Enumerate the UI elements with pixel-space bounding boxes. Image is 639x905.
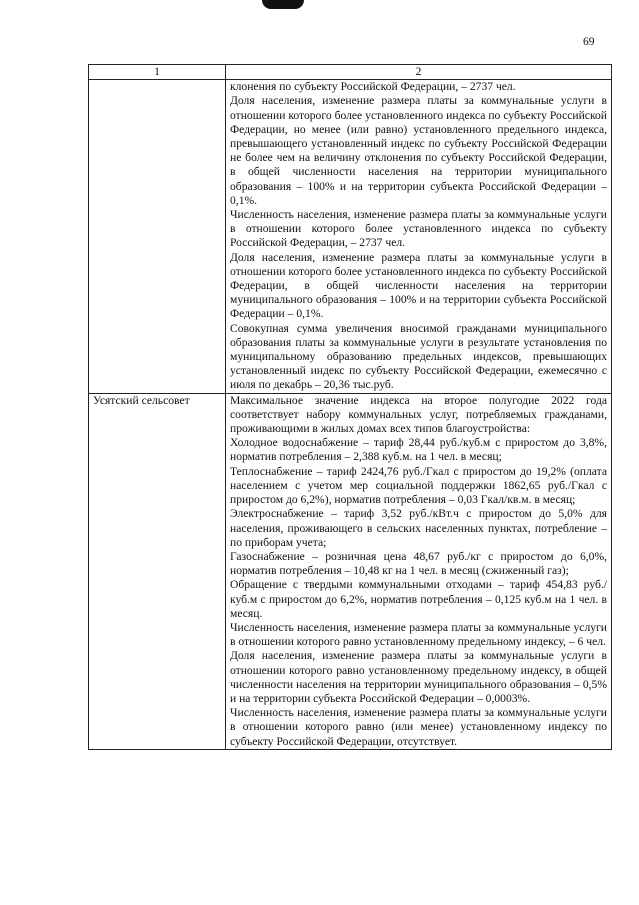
paragraph: Холодное водоснабжение – тариф 28,44 руб./куб.м с приростом до 3,8%, норматив потребления – 2,388 куб.м. на 1 чел. в месяц; <box>230 436 607 464</box>
municipality-cell: Усятский сельсовет <box>89 393 226 749</box>
municipality-cell <box>89 80 226 393</box>
paragraph: Численность населения, изменение размера платы за коммунальные услуги в отношении которого более установленного индекса по субъекту Российской Федерации, – 2737 чел. <box>230 208 607 250</box>
paragraph: Газоснабжение – розничная цена 48,67 руб./кг с приростом до 6,0%, норматив потребления – 10,48 кг на 1 чел. в месяц (сжиженный газ); <box>230 549 607 578</box>
paragraph: Доля населения, изменение размера платы за коммунальные услуги в отношении которого более установленного индекса по субъекту Российской Федерации, в общей численности населения на территории муниципального образования – 100% и на территории субъекта Российской Федерации – 0,1%. <box>230 250 607 321</box>
column-header-2: 2 <box>226 65 612 80</box>
document-table <box>88 64 612 750</box>
paragraph: Численность населения, изменение размера платы за коммунальные услуги в отношении которого равно установленному предельному индексу, – 6 чел. <box>230 620 607 649</box>
paragraph: Электроснабжение – тариф 3,52 руб./кВт.ч с приростом до 5,0% для населения, проживающего в сельских населенных пунктах, потребление – по приборам учета; <box>230 507 607 549</box>
scan-artifact <box>262 0 304 9</box>
paragraph: Доля населения, изменение размера платы за коммунальные услуги в отношении которого более установленного индекса по субъекту Российской Федерации, но менее (или равно) установленного предельного индекса, превышающего установленный индекс по субъекту Российской Федерации не более чем на величину отклонения по субъекту Российской Федерации, в общей численности населения на территории муниципального образования – 100% и на территории субъекта Российской Федерации – 0,1%. <box>230 94 607 207</box>
description-cell <box>226 393 612 749</box>
paragraph: Обращение с твердыми коммунальными отходами – тариф 454,83 руб./куб.м с приростом до 6,2%, норматив потребления – 0,125 куб.м на 1 чел. в месяц. <box>230 578 607 620</box>
paragraph: Численность населения, изменение размера платы за коммунальные услуги в отношении которого равно (или менее) установленному индексу по субъекту Российской Федерации, отсутствует. <box>230 706 607 748</box>
paragraph: Совокупная сумма увеличения вносимой гражданами муниципального образования платы за коммунальные услуги в результате установления по муниципальному образованию предельных индексов, превышающих установленный индекс по субъекту Российской Федерации, ежемесячно с июля по декабрь – 20,36 тыс.руб. <box>230 321 607 392</box>
paragraph: Теплоснабжение – тариф 2424,76 руб./Гкал с приростом до 19,2% (оплата населением с учетом мер социальной поддержки 1862,65 руб./Гкал с приростом до 6,2%), норматив потребления – 0,03 Гкал/кв.м. в месяц; <box>230 464 607 507</box>
description-cell <box>226 80 612 393</box>
table-row <box>89 80 612 393</box>
paragraph: Максимальное значение индекса на второе полугодие 2022 года соответствует набору коммунальных услуг, потребляемых гражданами, проживающими в жилых домах всех типов благоустройства: <box>230 393 607 436</box>
table-row <box>89 393 612 749</box>
paragraph: Доля населения, изменение размера платы за коммунальные услуги в отношении которого равно установленному предельному индексу, в общей численности населения на территории муниципального образования – 0,5% и на территории субъекта Российской Федерации – 0,0003%. <box>230 649 607 705</box>
paragraph: клонения по субъекту Российской Федерации, – 2737 чел. <box>230 80 516 94</box>
table-header-row <box>89 65 612 80</box>
column-header-1: 1 <box>89 65 226 80</box>
page-number: 69 <box>583 36 595 48</box>
